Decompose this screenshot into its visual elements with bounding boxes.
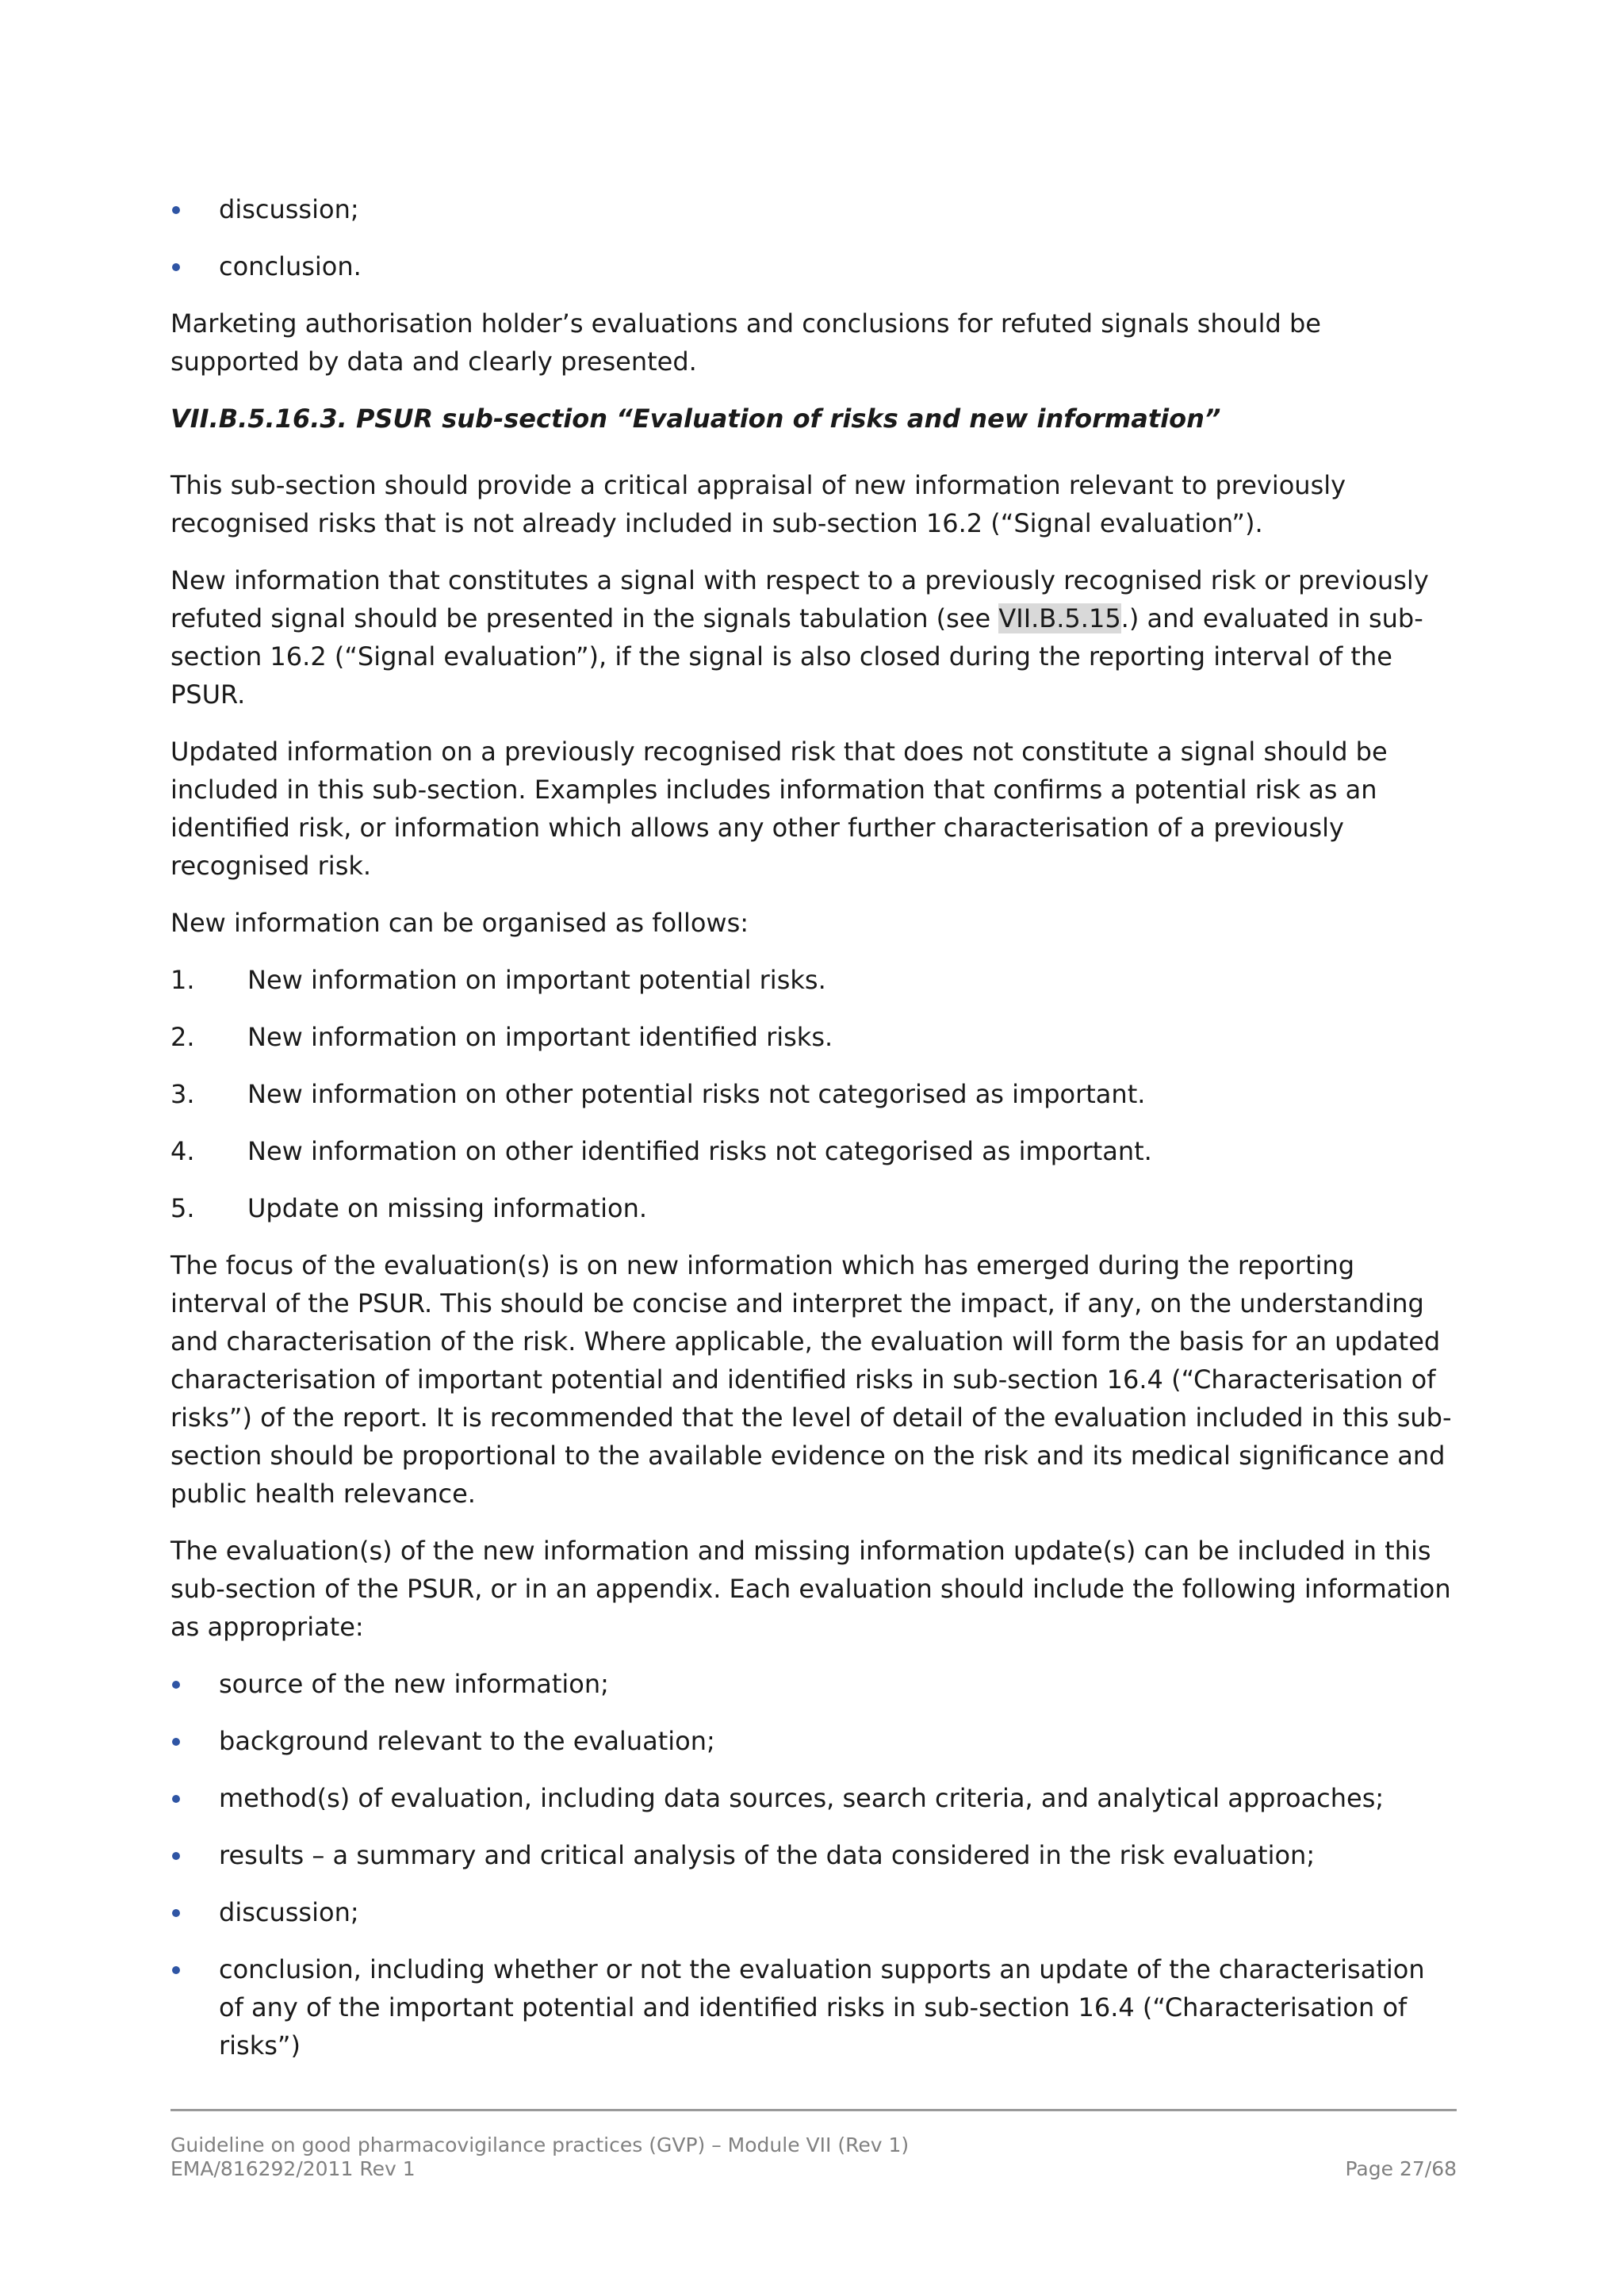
paragraph-text: .) and evaluated in sub-section 16.2 (“Signal evaluation”), if the signal is also closed during the reporting interval of the PSUR. bbox=[170, 603, 1423, 710]
paragraph: The evaluation(s) of the new information and missing information update(s) can be included in this sub-section of the PSUR, or in an appendix. Each evaluation should include the following information as appropriate: bbox=[170, 1536, 1451, 1642]
page-number: Page 27/68 bbox=[1345, 2157, 1457, 2180]
numbered-item bbox=[170, 1075, 1457, 1113]
paragraph: Marketing authorisation holder’s evaluations and conclusions for refuted signals should be supported by data and clearly presented. bbox=[170, 308, 1321, 377]
footer-doc-reference: EMA/816292/2011 Rev 1 bbox=[170, 2157, 416, 2180]
item-text: New information on other identified risks not categorised as important. bbox=[247, 1136, 1152, 1166]
paragraph: The focus of the evaluation(s) is on new information which has emerged during the reporting interval of the PSUR. This should be concise and interpret the impact, if any, on the understanding and characterisation of the risk. Where applicable, the evaluation will form the basis for an updated characterisation of important potential and identified risks in sub-section 16.4 (“Characterisation of risks”) of the report. It is recommended that the level of detail of the evaluation included in this sub-section should be proportional to the available evidence on the risk and its medical significance and public health relevance. bbox=[170, 1250, 1452, 1509]
top-bullet-list bbox=[170, 190, 1457, 285]
paragraph-text: New information that constitutes a signal with respect to a previously recognised risk or previously refuted signal should be presented in the signals tabulation (see bbox=[170, 565, 1429, 633]
paragraph: New information can be organised as follows: bbox=[170, 908, 749, 938]
footer-row bbox=[170, 2157, 1457, 2181]
list-item: source of the new information; bbox=[170, 1665, 1457, 1703]
item-text: New information on important identified risks. bbox=[247, 1022, 833, 1052]
item-text: New information on other potential risks not categorised as important. bbox=[247, 1079, 1146, 1109]
paragraph bbox=[170, 561, 1457, 714]
numbered-item bbox=[170, 1189, 1457, 1227]
list-item: method(s) of evaluation, including data sources, search criteria, and analytical approaches; bbox=[170, 1779, 1457, 1817]
list-item: background relevant to the evaluation; bbox=[170, 1722, 1457, 1760]
numbered-list bbox=[170, 961, 1457, 1227]
item-number: 1. bbox=[170, 965, 195, 995]
list-item: conclusion. bbox=[170, 247, 1457, 285]
list-item: discussion; bbox=[170, 1893, 1457, 1931]
item-number: 4. bbox=[170, 1136, 195, 1166]
page-footer bbox=[170, 2109, 1457, 2181]
numbered-item bbox=[170, 961, 1457, 999]
bottom-bullet-list bbox=[170, 1665, 1457, 2064]
paragraph: Updated information on a previously recognised risk that does not constitute a signal should be included in this sub-section. Examples includes information that confirms a potential risk as an identified risk, or information which allows any other further characterisation of a previously recognised risk. bbox=[170, 737, 1388, 881]
item-number: 5. bbox=[170, 1193, 195, 1223]
item-text: Update on missing information. bbox=[247, 1193, 648, 1223]
item-number: 3. bbox=[170, 1079, 195, 1109]
list-item: results – a summary and critical analysis of the data considered in the risk evaluation; bbox=[170, 1836, 1457, 1874]
item-number: 2. bbox=[170, 1022, 195, 1052]
footer-guideline-title: Guideline on good pharmacovigilance practices (GVP) – Module VII (Rev 1) bbox=[170, 2133, 910, 2156]
list-item: discussion; bbox=[170, 190, 1457, 228]
document-body bbox=[170, 190, 1457, 2084]
numbered-item bbox=[170, 1018, 1457, 1056]
cross-reference-link[interactable]: VII.B.5.15 bbox=[998, 603, 1121, 633]
paragraph: This sub-section should provide a critical appraisal of new information relevant to previously recognised risks that is not already included in sub-section 16.2 (“Signal evaluation”). bbox=[170, 470, 1346, 538]
item-text: New information on important potential risks. bbox=[247, 965, 826, 995]
section-heading: VII.B.5.16.3. PSUR sub-section “Evaluation of risks and new information” bbox=[170, 404, 1221, 434]
list-item: conclusion, including whether or not the evaluation supports an update of the characterisation of any of the important potential and identified risks in sub-section 16.4 (“Characterisation of risks”) bbox=[170, 1950, 1457, 2064]
numbered-item bbox=[170, 1132, 1457, 1170]
